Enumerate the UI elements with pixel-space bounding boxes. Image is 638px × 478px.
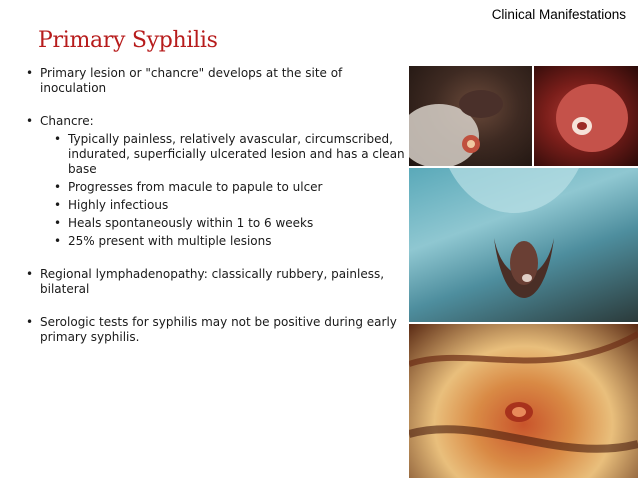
section-tag: Clinical Manifestations <box>491 7 626 22</box>
clinical-photo-3-graphic <box>409 168 638 322</box>
chancre-point: • 25% present with multiple lesions <box>40 234 409 249</box>
bullet-lesion: • Primary lesion or "chancre" develops at the site of inoculation <box>24 66 409 96</box>
clinical-photo-4-graphic <box>409 324 638 478</box>
clinical-photo-2-graphic <box>534 66 638 166</box>
slide-title: Primary Syphilis <box>38 28 218 53</box>
clinical-photo-1-graphic <box>409 66 532 166</box>
chancre-point: • Heals spontaneously within 1 to 6 weeks <box>40 216 409 231</box>
bullet-serology: • Serologic tests for syphilis may not be positive during early primary syphilis. <box>24 315 409 345</box>
chancre-point: • Progresses from macule to papule to ulcer <box>40 180 409 195</box>
chancre-point: • Highly infectious <box>40 198 409 213</box>
chancre-point: • Typically painless, relatively avascular, circumscribed, indurated, superficially ulcerated lesion and has a clean base <box>40 132 409 177</box>
clinical-photo-2 <box>534 66 638 166</box>
chancre-sublist <box>40 132 409 249</box>
chancre-label: Chancre: <box>40 114 94 128</box>
bullet-content <box>24 66 409 363</box>
clinical-photo-4 <box>409 324 638 478</box>
bullet-chancre <box>24 114 409 249</box>
clinical-photo-3 <box>409 168 638 322</box>
clinical-photo-1 <box>409 66 532 166</box>
bullet-lymphadenopathy: • Regional lymphadenopathy: classically rubbery, painless, bilateral <box>24 267 409 297</box>
clinical-photos <box>409 66 638 478</box>
